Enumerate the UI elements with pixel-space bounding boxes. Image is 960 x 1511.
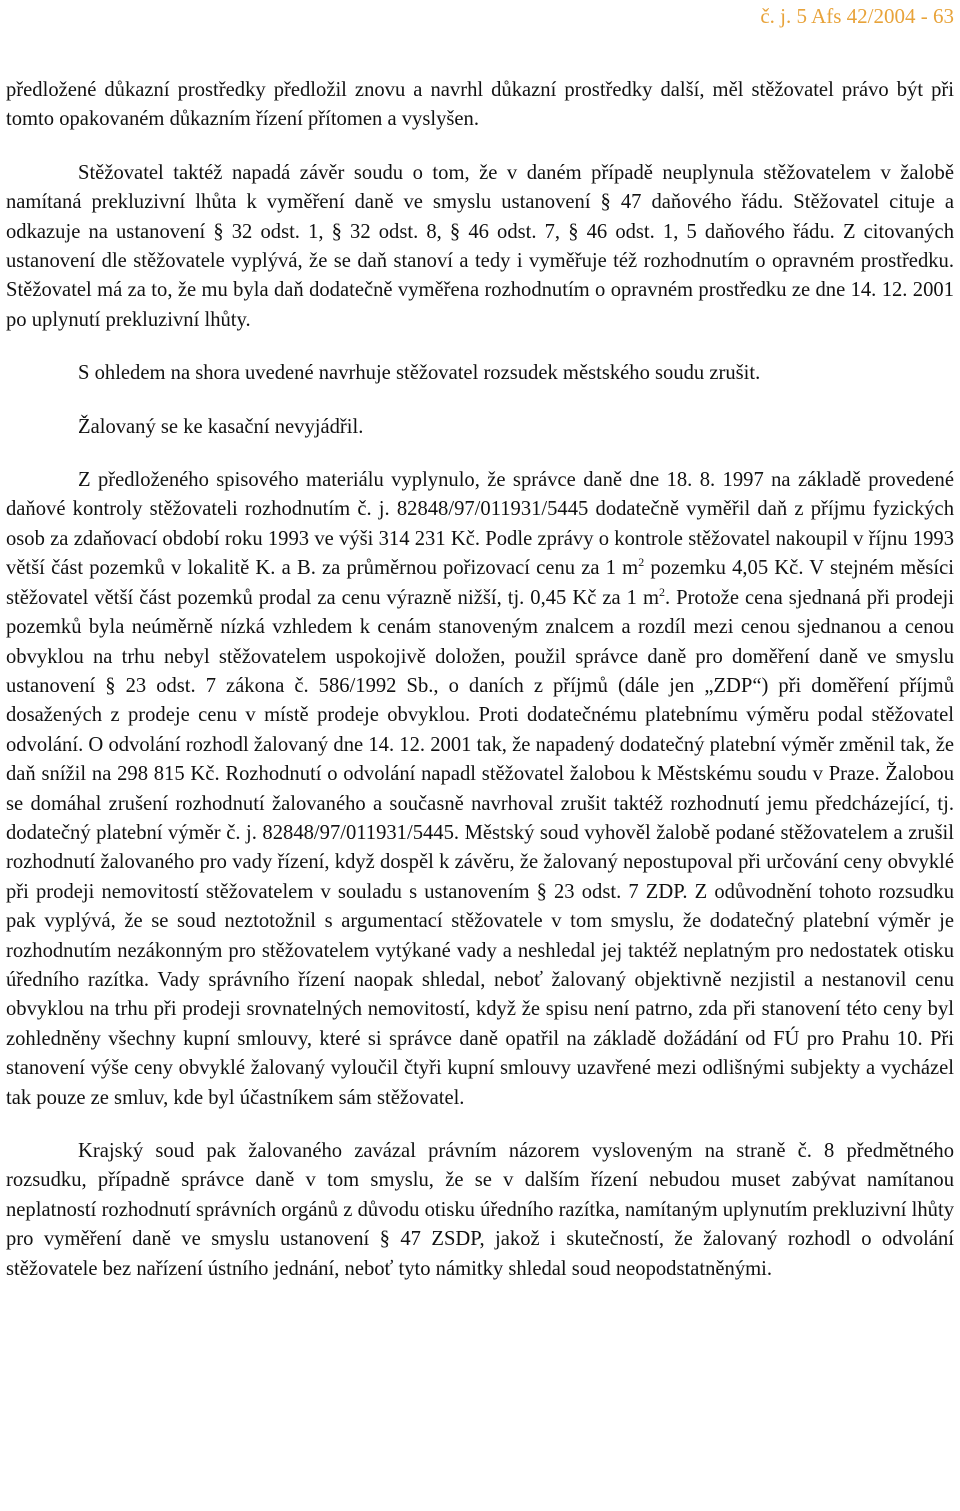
case-number-header: č. j. 5 Afs 42/2004 - 63 [760, 4, 954, 28]
superscript-2: 2 [658, 584, 665, 599]
paragraph-krajsky-soud: Krajský soud pak žalovaného zavázal právním názorem vysloveným na straně č. 8 předmětného rozsudku, případně správce daně v tom smyslu, že se v dalším řízení nebudou muset zabývat namítanou neplatností rozhodnutí správních orgánů z důvodu otisku úředního razítka, namítaným uplynutím prekluzivní lhůty pro vyměření daně ve smyslu ustanovení § 47 ZSDP, jakož i skutečností, že žalovaný rozhodl o odvolání stěžovatele bez nařízení ústního jednání, neboť tyto námitky shledal soud neopodstatněnými. [6, 1140, 954, 1280]
paragraph-text-part-b: pozemku 4,05 Kč. V stejném měsíci stěžovatel větší část pozemků prodal za cenu výrazně nižší, tj. 0,45 Kč za 1 m [6, 557, 954, 609]
paragraph-text-part-a: Z předloženého spisového materiálu vyplynulo, že správce daně dne 18. 8. 1997 na základě provedené daňové kontroly stěžovateli rozhodnutím č. j. 82848/97/011931/5445 dodatečně vyměřil daň z příjmu fyzických osob za zdaňovací období roku 1993 ve výši 314 231 Kč. Podle zprávy o kontrole stěžovatel nakoupil v říjnu 1993 větší část pozemků v lokalitě K. a B. za průměrnou pořizovací cenu za 1 m [6, 469, 954, 580]
paragraph-continuation: předložené důkazní prostředky předložil znovu a navrhl důkazní prostředky další, měl stěžovatel právo být při tomto opakovaném důkazním řízení přítomen a vyslyšen. [6, 79, 954, 131]
paragraph-navrh: S ohledem na shora uvedené navrhuje stěžovatel rozsudek městského soudu zrušit. [78, 362, 761, 385]
paragraph-zalovany: Žalovaný se ke kasační nevyjádřil. [78, 415, 364, 438]
superscript-2: 2 [638, 555, 645, 570]
paragraph-spisovy-material [6, 466, 954, 1113]
paragraph-text-part-c: . Protože cena sjednaná při prodeji pozemků byla neúměrně nízká vzhledem k cenám stanoveným znalcem a rozdíl mezi cenou sjednanou a cenou obvyklou na trhu nebyl stěžovatelem uspokojivě doložen, použil správce daně pro doměření daně ve smyslu ustanovení § 23 odst. 7 zákona č. 586/1992 Sb., o daních z příjmů (dále jen „ZDP“) při doměření příjmů dosažených z prodeje cenu v místě prodeje obvyklou. Proti dodatečnému platebnímu výměru podal stěžovatel odvolání. O odvolání rozhodl žalovaný dne 14. 12. 2001 tak, že napadený dodatečný platební výměr změnil tak, že daň snížil na 298 815 Kč. Rozhodnutí o odvolání napadl stěžovatel žalobou k Městskému soudu v Praze. Žalobou se domáhal zrušení rozhodnutí žalovaného a současně navrhoval zrušit taktéž rozhodnutí jemu předcházející, tj. dodatečný platební výměr č. j. 82848/97/011931/5445. Městský soud vyhověl žalobě podané stěžovatelem a zrušil rozhodnutí žalovaného pro vady řízení, když dospěl k závěru, že žalovaný nepostupoval při určování ceny obvyklé při prodeji nemovitostí stěžovatelem v souladu s ustanovením § 23 odst. 7 ZDP. Z odůvodnění tohoto rozsudku pak vyplývá, že se soud neztotožnil s argumentací stěžovatele v tom smyslu, že dodatečný platební výměr je rozhodnutím nezákonným pro stěžovatelem vytýkané vady a neshledal jej taktéž neplatným pro nedostatek otisku úředního razítka. Vady správního řízení naopak shledal, neboť žalovaný objektivně nezjistil a nestanovil cenu obvyklou na trhu při prodeji srovnatelných nemovitostí, když že spisu není patrno, zda při stanovení této ceny byl zohledněny všechny kupní smlouvy, které si správce daně opatřil na základě dožádání od FÚ pro Prahu 10. Při stanovení výše ceny obvyklé žalovaný vyloučil čtyři kupní smlouvy uzavřené mezi odlišnými subjekty a vycházel tak pouze ze smluv, kde byl účastníkem sám stěžovatel. [6, 586, 955, 1109]
paragraph-prekluze: Stěžovatel taktéž napadá závěr soudu o tom, že v daném případě neuplynula stěžovatelem v žalobě namítaná prekluzivní lhůta k vyměření daně ve smyslu ustanovení § 47 daňového řádu. Stěžovatel cituje a odkazuje na ustanovení § 32 odst. 1, § 32 odst. 8, § 46 odst. 7, § 46 odst. 1, 5 daňového řádu. Z citovaných ustanovení dle stěžovatele vyplývá, že se daň stanoví a tedy i vyměřuje též rozhodnutím o opravném prostředku. Stěžovatel má za to, že mu byla daň dodatečně vyměřena rozhodnutím o opravném prostředku ze dne 14. 12. 2001 po uplynutí prekluzivní lhůty. [6, 161, 954, 331]
document-page [6, 0, 954, 1284]
